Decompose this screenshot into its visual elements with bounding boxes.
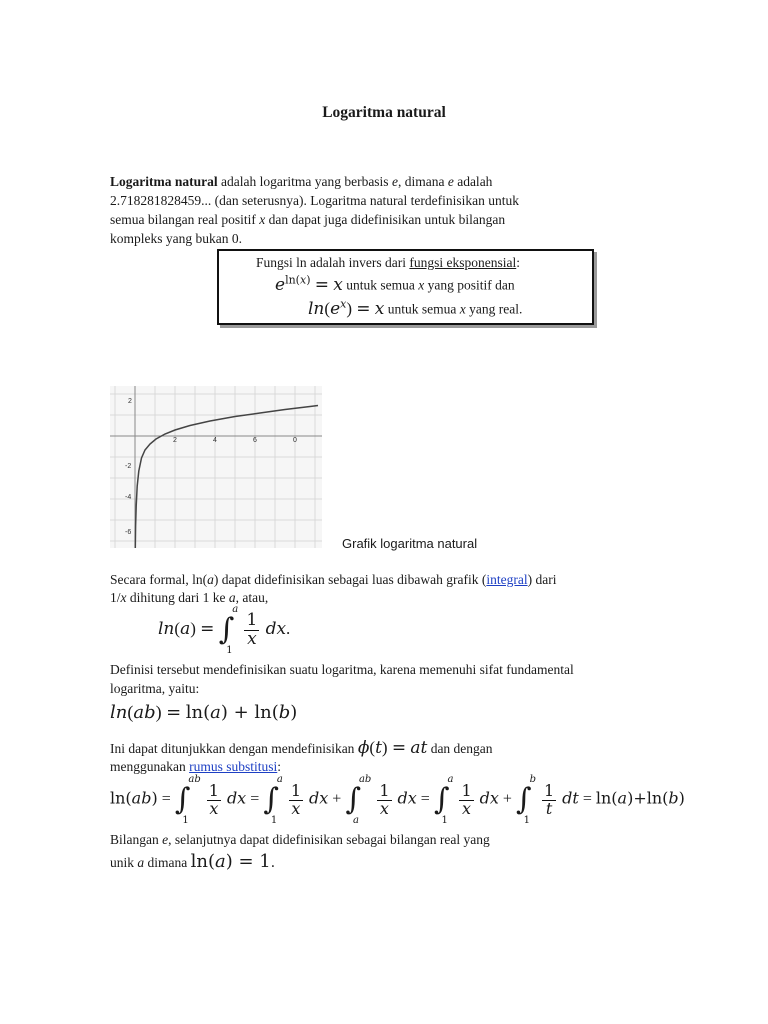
final-text: unik (110, 855, 138, 870)
intro-line-1 (110, 172, 492, 191)
integral-link[interactable]: integral (486, 572, 528, 587)
graph-caption: Grafik logaritma natural (342, 536, 478, 551)
formal-text: Secara formal, ln( (110, 572, 208, 587)
formula-substitution-proof: ln(ab) = ∫ ab 1 $\frac{1}{x}$ dx = ∫ a 1 $\frac{1}{x}$ dx + ∫ ab a $\frac{1}{x}$ dx = ∫ a 1 $\frac{1}{x}$ dx + ∫ b 1 $\frac{1}{t}$ dt = ln(a)+ln(b) (110, 774, 685, 826)
var-a: a (228, 590, 236, 605)
formula-product-rule: ln(ab) = ln(a) + ln(b) (110, 702, 298, 723)
x-tick-label: 4 (213, 437, 217, 444)
box-equation-1 (275, 273, 515, 295)
formal-line-1 (110, 570, 556, 589)
box-line-1 (256, 255, 520, 271)
x-tick-label: 6 (253, 437, 257, 444)
formula-exp-ln: $e^{ln(x)} = x$ (275, 273, 343, 295)
x-tick-label: 0 (293, 437, 297, 444)
formula-ln-exp: $\ln(e^x) = x$ (308, 297, 385, 319)
box-text: untuk semua (346, 277, 419, 293)
var-a: a (137, 855, 145, 870)
var-x: x (259, 212, 266, 227)
show-text: menggunakan (110, 759, 190, 774)
formal-text: ) dapat didefinisikan sebagai luas dibawah grafik ( (213, 572, 487, 587)
intro-text: dan dapat juga didefinisikan untuk bilangan (265, 212, 506, 227)
final-text: , selanjutnya dapat didefinisikan sebagai bilangan real yang (168, 832, 490, 847)
y-tick-label: -6 (125, 529, 132, 536)
formal-text: ) dari (527, 572, 557, 587)
var-e: e (162, 832, 169, 847)
formal-text: 1/ (110, 590, 121, 605)
formula-integral-definition: ln(a) = ∫ a 1 $\frac{1}{x}$ dx. (158, 604, 291, 656)
intro-line-3 (110, 210, 505, 229)
var-x: x (459, 301, 466, 317)
show-text: dan dengan (427, 741, 493, 756)
box-text: untuk semua (387, 301, 460, 317)
intro-line-4: kompleks yang bukan 0. (110, 231, 242, 246)
final-text: Bilangan (110, 832, 163, 847)
box-equation-2 (308, 297, 522, 319)
var-e: e (391, 174, 398, 189)
formal-text: dihitung dari 1 ke (126, 590, 229, 605)
intro-text: adalah (453, 174, 493, 189)
intro-text: semua bilangan real positif (110, 212, 260, 227)
final-line-2: unik a dimana ln(a) = 1. (110, 851, 276, 872)
exponential-function-link[interactable]: fungsi eksponensial (409, 255, 517, 270)
box-text: yang positif dan (424, 277, 515, 293)
intro-bold-term: Logaritma natural (110, 174, 218, 189)
def-line-2: logaritma, yaitu: (110, 681, 200, 696)
intro-text: adalah logaritma yang berbasis (217, 174, 392, 189)
var-a: a (207, 572, 214, 587)
box-text: : (516, 255, 520, 270)
intro-line-2: 2.718281828459... (dan seterusnya). Logaritma natural terdefinisikan untuk (110, 193, 520, 208)
intro-text: , dimana (397, 174, 448, 189)
substitution-rule-link[interactable]: rumus substitusi (189, 759, 278, 774)
ln-graph (110, 386, 322, 553)
var-x: x (418, 277, 425, 293)
formal-line-2 (110, 588, 268, 607)
y-tick-label: 2 (128, 398, 132, 405)
show-line-1 (110, 738, 493, 758)
formal-text: , atau, (235, 590, 269, 605)
y-tick-label: -2 (125, 463, 132, 470)
box-text: yang real. (465, 301, 523, 317)
inverse-function-box (217, 249, 594, 325)
def-line-1: Definisi tersebut mendefinisikan suatu logaritma, karena memenuhi sifat fundamental (110, 662, 574, 677)
x-tick-label: 2 (173, 437, 177, 444)
final-text: dimana (144, 855, 191, 870)
show-text: : (277, 759, 282, 774)
formula-phi: ϕ(t) = at (357, 738, 428, 758)
page-title: Logaritma natural (322, 104, 446, 121)
box-text: Fungsi ln adalah invers dari (256, 255, 410, 270)
formula-ln-a-equals-one: ln(a) = 1 (190, 851, 271, 872)
show-text: Ini dapat ditunjukkan dengan mendefinisikan (110, 741, 358, 756)
ln-graph-svg (110, 386, 322, 548)
y-tick-label: -4 (125, 494, 132, 501)
var-e: e (447, 174, 454, 189)
final-line-1 (110, 830, 490, 849)
var-x: x (120, 590, 127, 605)
